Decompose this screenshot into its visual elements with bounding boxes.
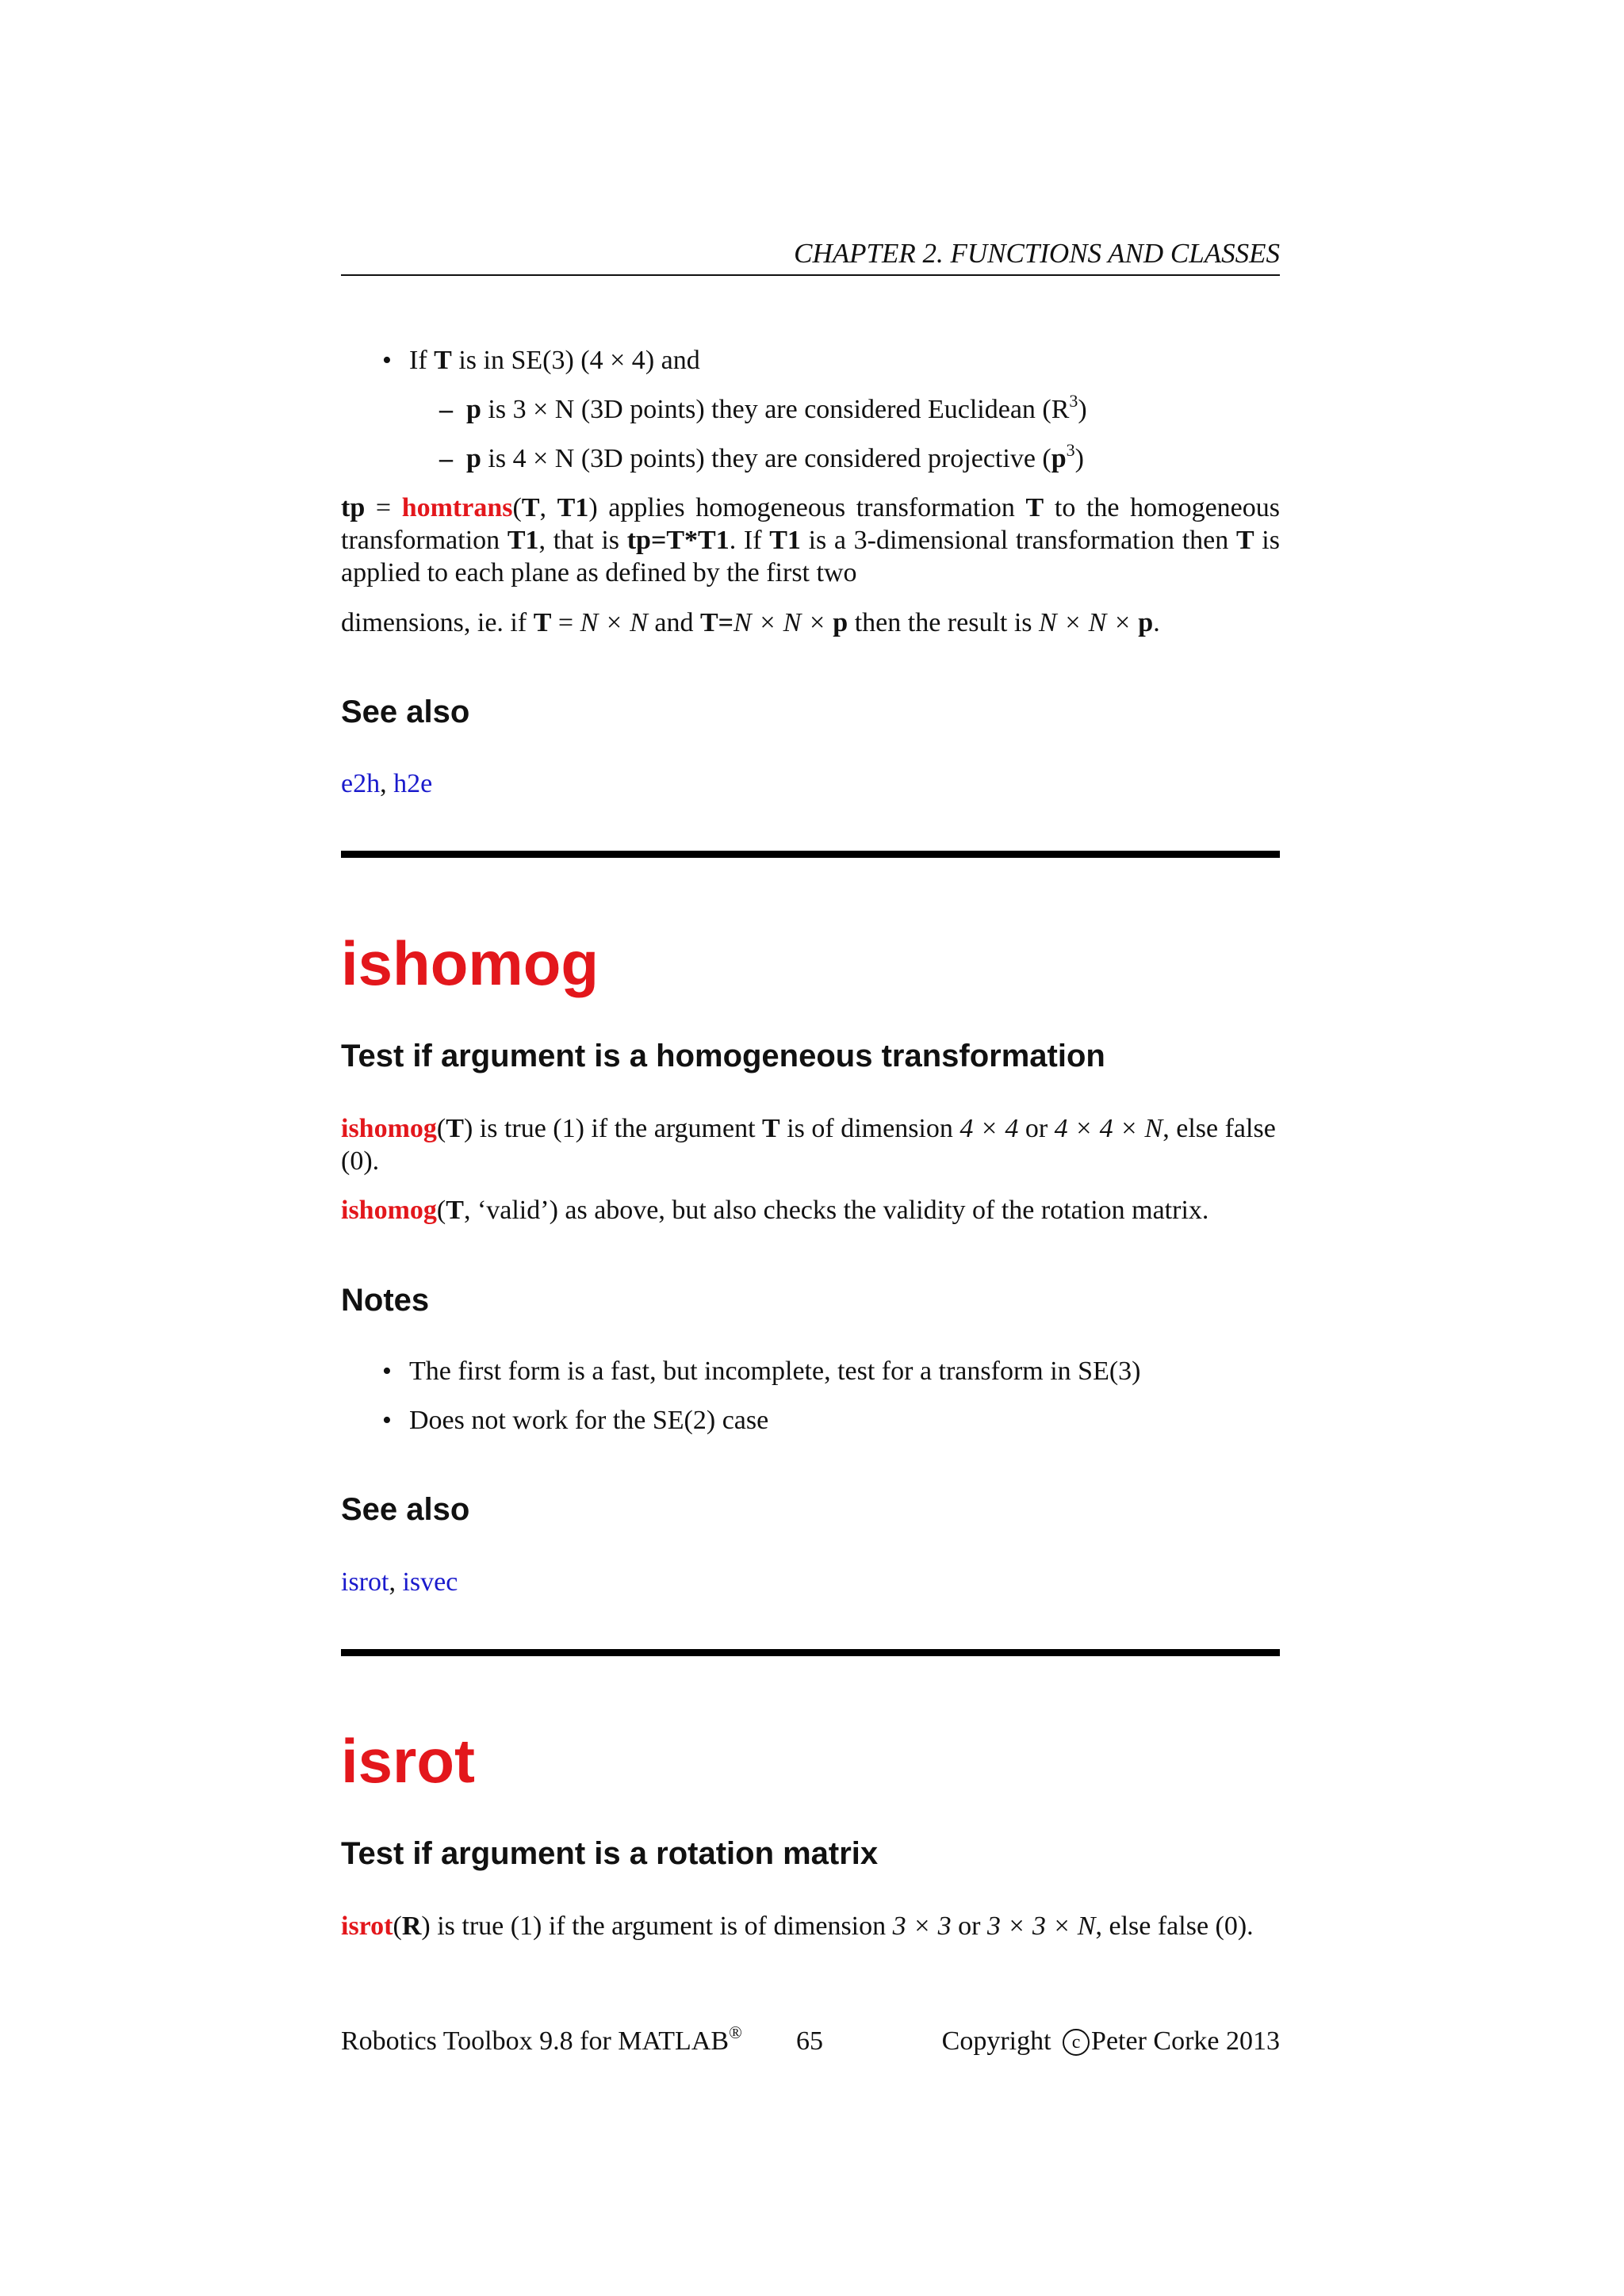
link-e2h[interactable]: e2h [341, 769, 381, 798]
homtrans-dimensions-paragraph: dimensions, ie. if T = N × N and T=N × N × p then the result is N × N × p. [341, 608, 1160, 637]
link-h2e[interactable]: h2e [393, 769, 433, 798]
see-also-heading: See also [341, 1492, 470, 1527]
link-isvec[interactable]: isvec [402, 1567, 458, 1597]
function-link-ishomog[interactable]: ishomog [341, 1196, 437, 1225]
function-title-ishomog: ishomog [341, 928, 599, 998]
bullet-se3: • If T is in SE(3) (4 × 4) and [382, 346, 700, 375]
bullet-icon: • [382, 346, 392, 375]
note-item: • Does not work for the SE(2) case [382, 1406, 769, 1435]
header-rule [341, 274, 1280, 276]
copyright-icon: c [1063, 2029, 1090, 2056]
function-link-isrot[interactable]: isrot [341, 1911, 393, 1941]
sub-bullet-projective: – p is 4 × N (3D points) they are considered projective $(p^3)$ [439, 440, 1084, 473]
sub-bullet-euclidean: – p is 3 × N (3D points) they are considered Euclidean $(R^3)$ [439, 391, 1087, 424]
bullet-icon: • [382, 1357, 392, 1386]
ishomog-paragraph-2: ishomog(T, ‘valid’) as above, but also checks the validity of the rotation matrix. [341, 1196, 1209, 1225]
see-also-links: e2h, h2e [341, 769, 433, 798]
footer-copyright: Copyright c Peter Corke 2013 [941, 2026, 1280, 2056]
footer-title: Robotics Toolbox 9.8 for MATLAB® [341, 2022, 742, 2056]
function-subtitle: Test if argument is a rotation matrix [341, 1836, 879, 1871]
section-divider [341, 851, 1280, 858]
section-divider [341, 1649, 1280, 1656]
note-item: • The first form is a fast, but incomplete, test for a transform in SE(3) [382, 1357, 1141, 1386]
document-page [341, 0, 1280, 2296]
function-link-homtrans[interactable]: homtrans [401, 493, 513, 522]
link-isrot[interactable]: isrot [341, 1567, 389, 1597]
homtrans-paragraph: tp = homtrans(T, T1) applies homogeneous transformation T to the homogeneous transformation T1, that is tp=T*T1. If T1 is a 3-dimensional transformation then T is applied to each plane as defined by the first two [341, 493, 1280, 587]
dash-icon: – [439, 395, 453, 424]
function-title-isrot: isrot [341, 1726, 476, 1796]
function-link-ishomog[interactable]: ishomog [341, 1114, 437, 1143]
notes-heading: Notes [341, 1283, 430, 1318]
function-subtitle: Test if argument is a homogeneous transformation [341, 1039, 1105, 1073]
bullet-icon: • [382, 1406, 392, 1435]
running-head: CHAPTER 2. FUNCTIONS AND CLASSES [794, 238, 1280, 269]
see-also-heading: See also [341, 695, 470, 729]
page-number: 65 [796, 2026, 823, 2056]
ishomog-paragraph-1: ishomog(T) is true (1) if the argument T is of dimension 4 × 4 or 4 × 4 × N, else false (0). [341, 1114, 1276, 1176]
isrot-paragraph: isrot(R) is true (1) if the argument is of dimension 3 × 3 or 3 × 3 × N, else false (0). [341, 1911, 1254, 1941]
see-also-links: isrot, isvec [341, 1567, 458, 1597]
registered-mark: ® [729, 2022, 742, 2042]
dash-icon: – [439, 444, 453, 473]
